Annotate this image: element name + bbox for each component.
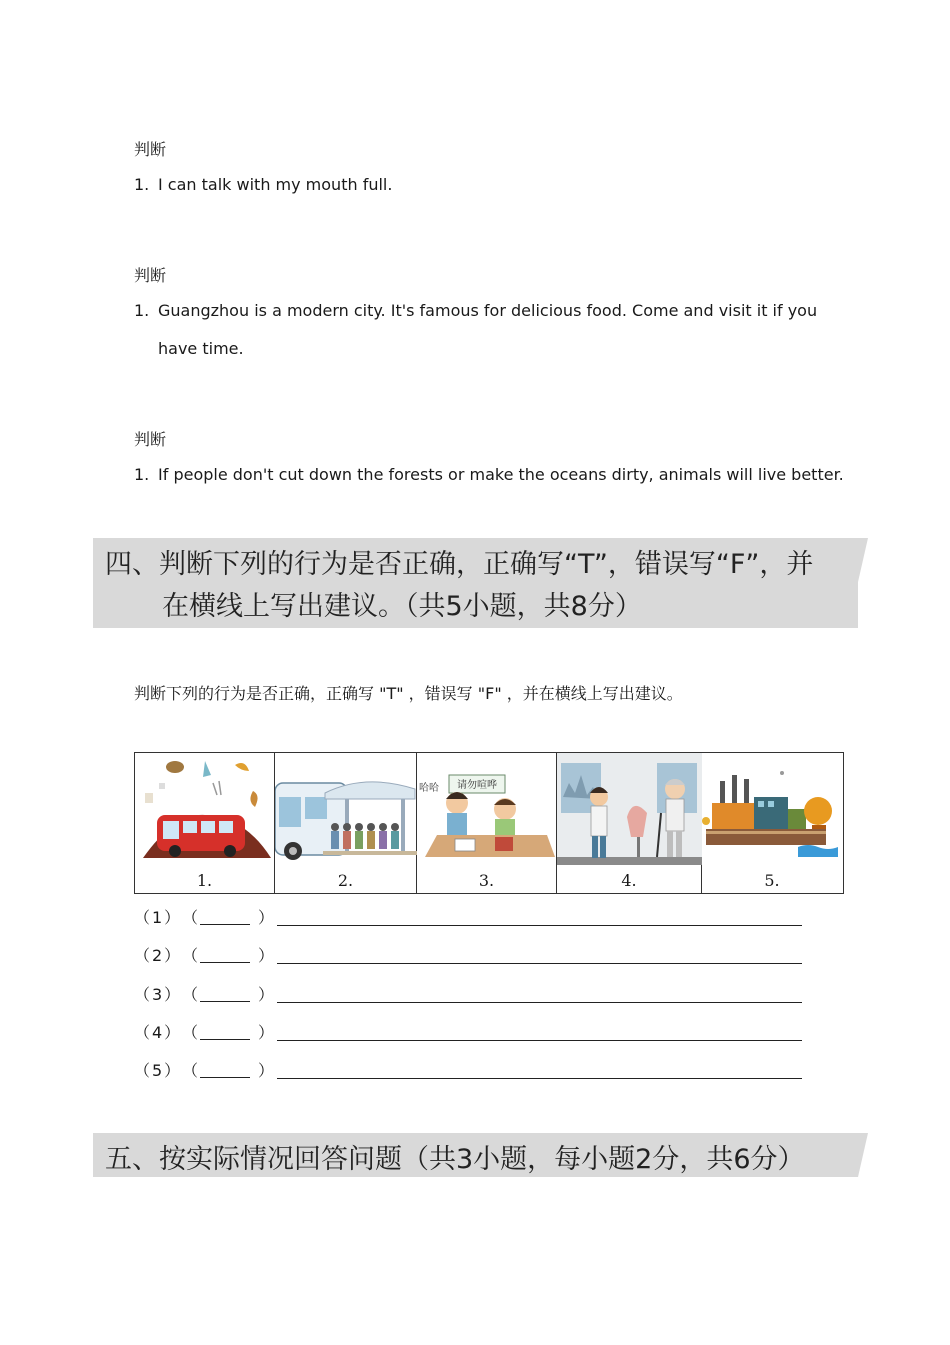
laughing-speech-text: 哈哈: [419, 783, 439, 794]
section-5-title: 五、按实际情况回答问题（共3小题，每小题2分，共6分）: [105, 1144, 805, 1175]
picture-1: [135, 753, 275, 893]
factory-pollution-illustration: [702, 753, 842, 873]
picture-caption: 3.: [478, 871, 495, 890]
answer-label: （1）: [134, 908, 183, 927]
bus-littering-illustration: [135, 753, 275, 873]
question-number: 1.: [134, 175, 150, 194]
tf-blank[interactable]: [200, 962, 250, 963]
picture-caption: 2.: [337, 871, 354, 890]
picture-5: [702, 753, 842, 893]
answer-row-5: [134, 1058, 814, 1082]
tf-blank[interactable]: [200, 1001, 250, 1002]
answer-row-2: [134, 943, 814, 967]
suggestion-line[interactable]: [277, 925, 802, 926]
judge-label: 判断: [134, 266, 167, 285]
answer-label: （3）: [134, 985, 183, 1004]
judge-question: [134, 292, 834, 368]
answer-paren-open: （: [182, 1023, 199, 1042]
picture-caption: 4.: [621, 871, 637, 890]
answer-label: （5）: [134, 1061, 183, 1080]
suggestion-line[interactable]: [277, 963, 802, 964]
section-4-title-line1: 四、判断下列的行为是否正确，正确写“T”，错误写“F”，并: [105, 549, 814, 580]
question-number: 1.: [134, 465, 150, 484]
judge-label: 判断: [134, 430, 167, 449]
suggestion-line[interactable]: [277, 1002, 802, 1003]
section-4-instruction: 判断下列的行为是否正确，正确写 "T" ，错误写 "F" ，并在横线上写出建议。: [134, 684, 683, 703]
heading-tail: [858, 1133, 868, 1177]
suggestion-line[interactable]: [277, 1040, 802, 1041]
question-text-continued: have time.: [158, 339, 244, 358]
picture-caption: 1.: [196, 871, 213, 890]
heading-tail: [858, 538, 868, 582]
tf-blank[interactable]: [200, 1077, 250, 1078]
answer-paren-close: ）: [258, 985, 275, 1004]
bus-queue-illustration: [275, 753, 417, 873]
tf-blank[interactable]: [200, 924, 250, 925]
answer-label: （2）: [134, 946, 183, 965]
answer-paren-open: （: [182, 946, 199, 965]
answer-paren-close: ）: [258, 908, 275, 927]
section-5-heading: [93, 1133, 858, 1177]
answer-paren-open: （: [182, 1061, 199, 1080]
question-text: Guangzhou is a modern city. It's famous for delicious food. Come and visit it if you: [158, 301, 818, 320]
judge-question: [134, 456, 854, 494]
answer-paren-open: （: [182, 985, 199, 1004]
answer-label: （4）: [134, 1023, 183, 1042]
suggestion-line[interactable]: [277, 1078, 802, 1079]
answer-paren-close: ）: [258, 1023, 275, 1042]
section-4-title-line2: 在横线上写出建议。（共5小题，共8分）: [162, 591, 642, 622]
answer-row-1: [134, 905, 814, 929]
question-text: I can talk with my mouth full.: [158, 175, 393, 194]
picture-4: [557, 753, 702, 893]
judge-label: 判断: [134, 140, 167, 159]
answer-paren-close: ）: [258, 946, 275, 965]
answer-paren-open: （: [182, 908, 199, 927]
picture-strip: [134, 752, 844, 894]
question-text: If people don't cut down the forests or make the oceans dirty, animals will live better.: [158, 465, 844, 484]
answer-paren-close: ）: [258, 1061, 275, 1080]
question-number: 1.: [134, 301, 150, 320]
section-4-heading: [93, 538, 858, 628]
answer-row-3: [134, 982, 814, 1006]
picture-2: [275, 753, 417, 893]
picture-caption: 5.: [764, 871, 780, 890]
library-talking-illustration: [417, 753, 557, 873]
tf-blank[interactable]: [200, 1039, 250, 1040]
bus-seat-elderly-illustration: [557, 753, 702, 873]
library-sign-text: 请勿喧哗: [457, 780, 497, 791]
picture-3: [417, 753, 557, 893]
judge-question: [134, 166, 834, 204]
answer-row-4: [134, 1020, 814, 1044]
